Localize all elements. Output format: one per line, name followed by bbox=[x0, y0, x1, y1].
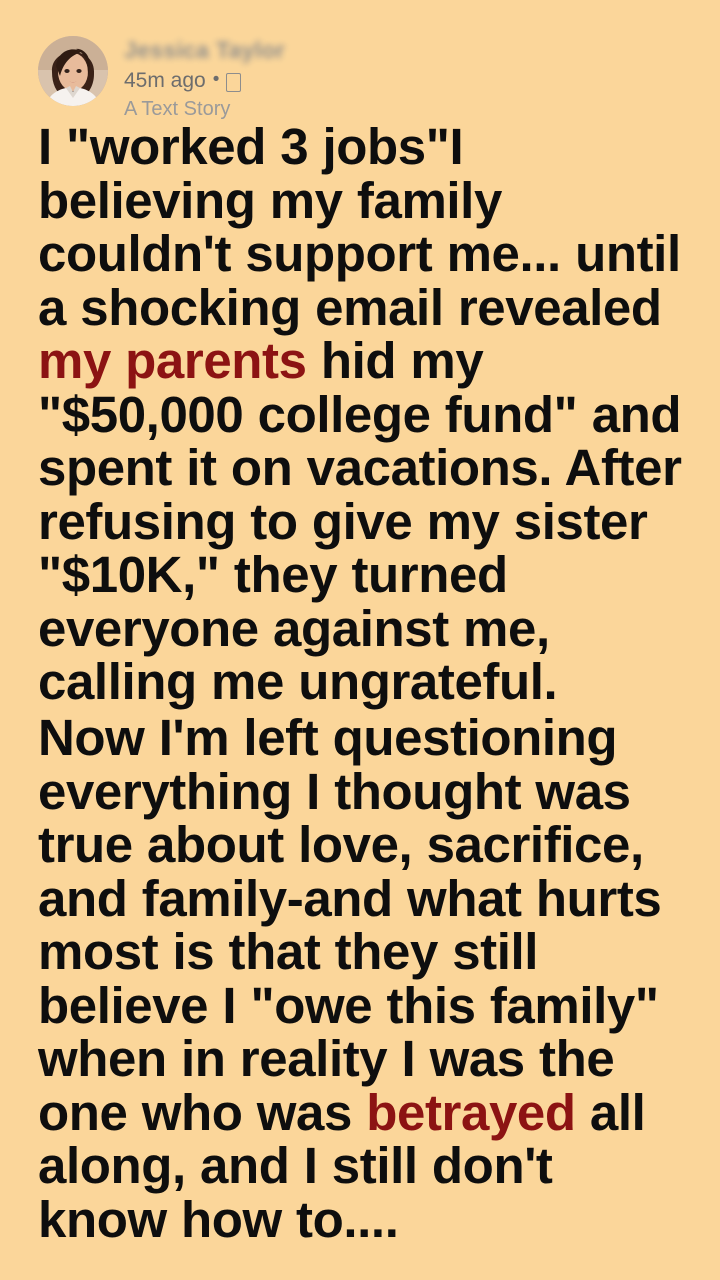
avatar[interactable] bbox=[38, 36, 108, 106]
post-header bbox=[0, 0, 720, 121]
post-timestamp: 45m ago bbox=[124, 69, 206, 93]
story-body bbox=[0, 110, 720, 1246]
user-avatar-photo-icon bbox=[38, 36, 108, 106]
story-text-segment: I "worked 3 jobs"I believing my family couldn't support me... until a shocking email revealed bbox=[38, 118, 681, 336]
story-text-segment: all along, and I still don't know how to.... bbox=[38, 1083, 646, 1248]
story-paragraph bbox=[38, 120, 684, 709]
header-text-block bbox=[124, 36, 285, 121]
story-text-segment: Now I'm left questioning everything I thought was true about love, sacrifice, and family-and what hurts most is that they still believe I "owe this family" when in reality I was the one who was bbox=[38, 709, 662, 1141]
story-text-segment: hid my "$50,000 college fund" and spent it on vacations. After refusing to give my sister "$10K," they turned everyone against me, calling me ungrateful. bbox=[38, 332, 682, 711]
meta-separator: • bbox=[212, 69, 220, 91]
post-meta bbox=[124, 68, 285, 93]
globe-glyph-icon bbox=[226, 73, 241, 92]
story-highlight-segment: betrayed bbox=[366, 1083, 576, 1141]
story-paragraph bbox=[38, 711, 684, 1246]
story-type-label: A Text Story bbox=[124, 98, 231, 121]
author-name[interactable]: Jessica Taylor bbox=[124, 37, 286, 63]
story-highlight-segment: my parents bbox=[38, 332, 307, 390]
